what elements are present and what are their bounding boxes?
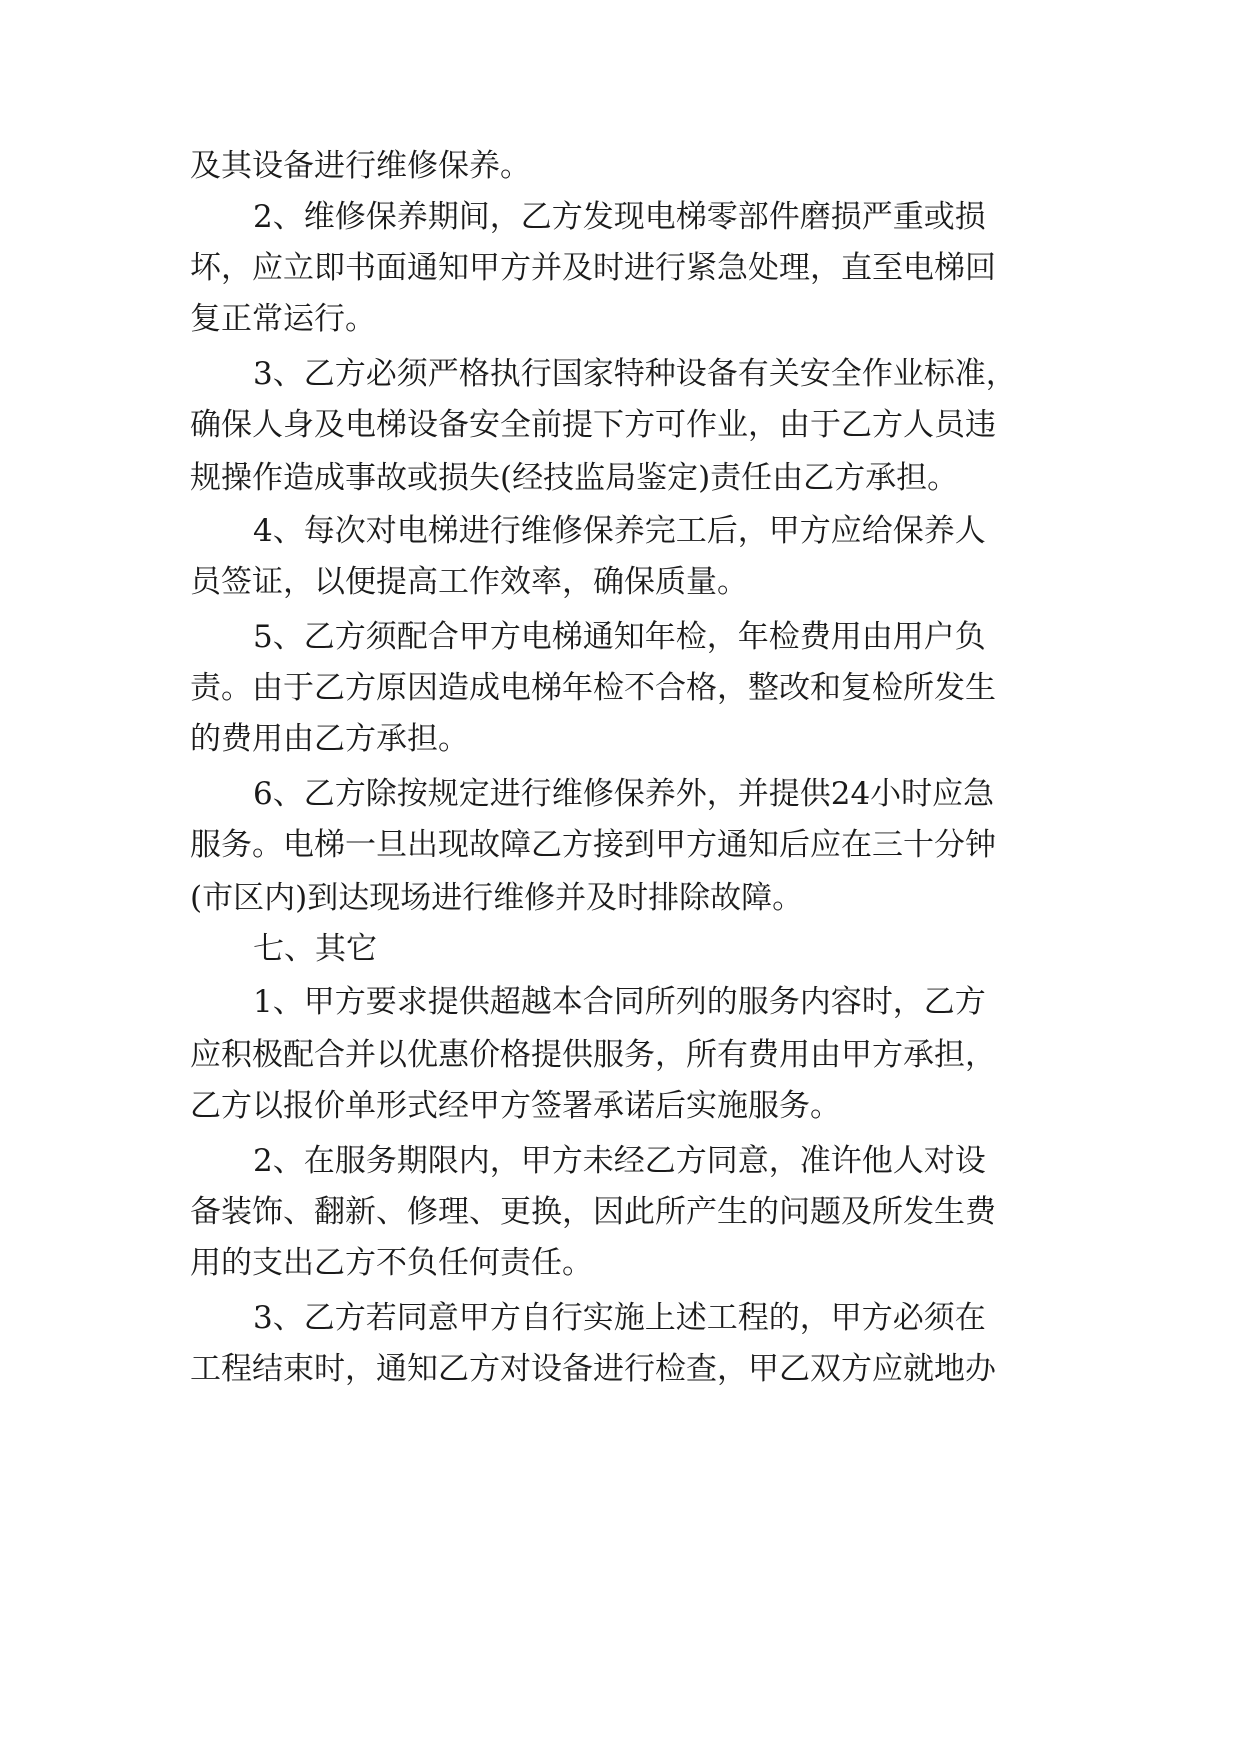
text-line: 应积极配合并以优惠价格提供服务，所有费用由甲方承担， (190, 1037, 996, 1073)
paragraph-start: 6、乙方除按规定进行维修保养外，并提供24小时应急 (253, 776, 995, 812)
text-line: 坏，应立即书面通知甲方并及时进行紧急处理，直至电梯回 (190, 250, 996, 286)
text-line: (市区内)到达现场进行维修并及时排除故障。 (190, 880, 804, 916)
text-line: 及其设备进行维修保养。 (190, 148, 531, 184)
text-line: 确保人身及电梯设备安全前提下方可作业，由于乙方人员违 (190, 407, 996, 443)
text-line: 备装饰、翻新、修理、更换，因此所产生的问题及所发生费 (190, 1194, 996, 1230)
text-line: 工程结束时，通知乙方对设备进行检查，甲乙双方应就地办 (190, 1351, 996, 1387)
paragraph-start: 2、在服务期限内，甲方未经乙方同意，准许他人对设 (253, 1143, 986, 1179)
text-line: 员签证，以便提高工作效率，确保质量。 (190, 564, 748, 600)
paragraph-start: 4、每次对电梯进行维修保养完工后，甲方应给保养人 (253, 513, 986, 549)
section-heading: 七、其它 (253, 931, 377, 967)
text-line: 规操作造成事故或损失(经技监局鉴定)责任由乙方承担。 (190, 460, 959, 496)
text-line: 乙方以报价单形式经甲方签署承诺后实施服务。 (190, 1088, 841, 1124)
paragraph-start: 2、维修保养期间，乙方发现电梯零部件磨损严重或损 (253, 199, 986, 235)
paragraph-start: 3、乙方必须严格执行国家特种设备有关安全作业标准， (253, 356, 1017, 392)
text-line: 的费用由乙方承担。 (190, 721, 469, 757)
paragraph-start: 5、乙方须配合甲方电梯通知年检，年检费用由用户负 (253, 619, 986, 655)
paragraph-start: 3、乙方若同意甲方自行实施上述工程的，甲方必须在 (253, 1300, 986, 1336)
text-line: 复正常运行。 (190, 301, 376, 337)
text-line: 用的支出乙方不负任何责任。 (190, 1245, 593, 1281)
text-line: 责。由于乙方原因造成电梯年检不合格，整改和复检所发生 (190, 670, 996, 706)
text-line: 服务。电梯一旦出现故障乙方接到甲方通知后应在三十分钟 (190, 827, 996, 863)
paragraph-start: 1、甲方要求提供超越本合同所列的服务内容时，乙方 (253, 984, 986, 1020)
